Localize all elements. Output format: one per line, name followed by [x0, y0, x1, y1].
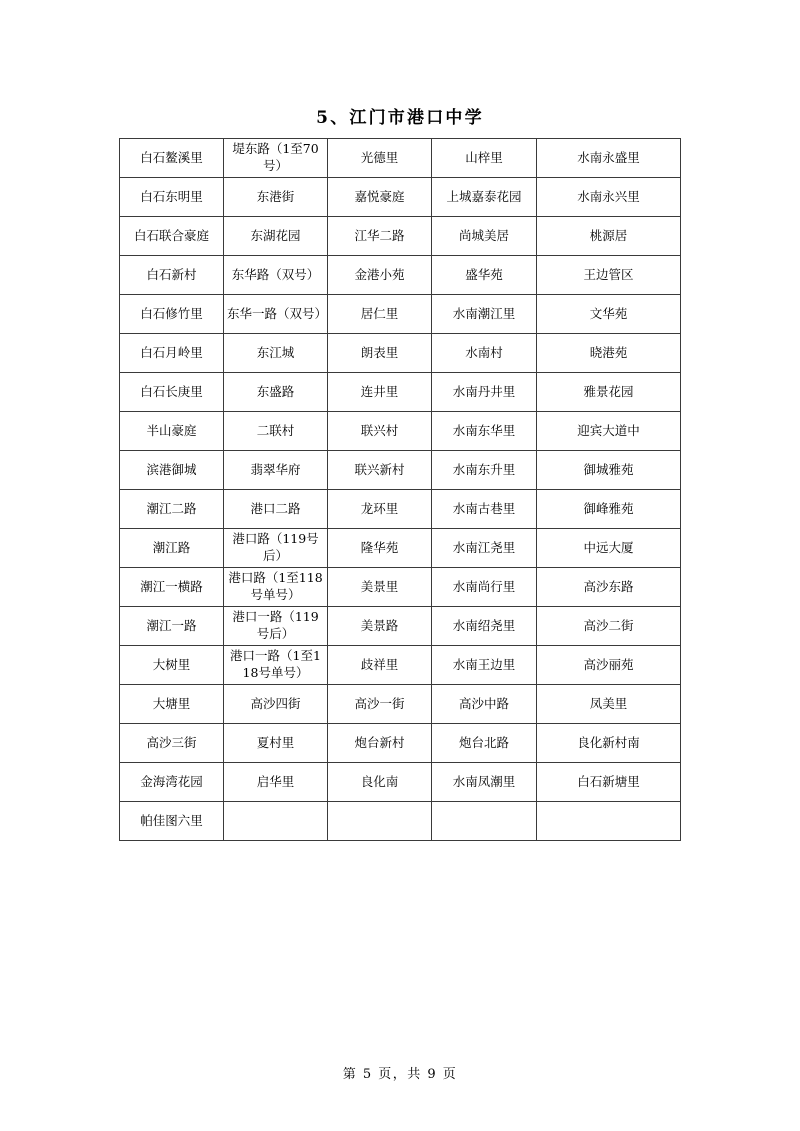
table-row [120, 451, 681, 490]
table-row [120, 139, 681, 178]
table-cell: 盛华苑 [432, 256, 537, 295]
table-cell: 隆华苑 [328, 529, 432, 568]
table-row [120, 529, 681, 568]
page-footer: 第 5 页，共 9 页 [342, 1067, 458, 1082]
table-cell: 桃源居 [537, 217, 681, 256]
table-cell: 启华里 [224, 763, 328, 802]
table-cell: 夏村里 [224, 724, 328, 763]
address-table [119, 138, 681, 841]
table-cell: 龙环里 [328, 490, 432, 529]
table-cell: 翡翠华府 [224, 451, 328, 490]
table-cell: 江华二路 [328, 217, 432, 256]
table-cell: 良化新村南 [537, 724, 681, 763]
table-cell: 水南永兴里 [537, 178, 681, 217]
table-cell: 高沙一街 [328, 685, 432, 724]
table-cell: 半山豪庭 [120, 412, 224, 451]
table-cell: 白石修竹里 [120, 295, 224, 334]
table-cell: 水南丹井里 [432, 373, 537, 412]
table-cell-empty [432, 802, 537, 841]
table-cell: 东江城 [224, 334, 328, 373]
table-cell: 东华路（双号） [224, 256, 328, 295]
table-cell: 潮江一横路 [120, 568, 224, 607]
table-cell: 白石联合豪庭 [120, 217, 224, 256]
table-cell: 雅景花园 [537, 373, 681, 412]
table-row [120, 373, 681, 412]
table-cell: 水南凤潮里 [432, 763, 537, 802]
table-row [120, 802, 681, 841]
table-cell: 水南永盛里 [537, 139, 681, 178]
table-cell: 港口一路（119号后） [224, 607, 328, 646]
table-row [120, 178, 681, 217]
table-cell: 水南绍尧里 [432, 607, 537, 646]
table-cell: 金港小苑 [328, 256, 432, 295]
table-row [120, 568, 681, 607]
table-cell: 白石月岭里 [120, 334, 224, 373]
table-row [120, 412, 681, 451]
table-cell: 滨港御城 [120, 451, 224, 490]
table-cell-empty [328, 802, 432, 841]
table-row [120, 490, 681, 529]
table-row [120, 607, 681, 646]
table-cell: 御城雅苑 [537, 451, 681, 490]
table-cell: 金海湾花园 [120, 763, 224, 802]
table-cell: 连井里 [328, 373, 432, 412]
table-cell: 港口一路（1至118号单号） [224, 646, 328, 685]
table-cell: 御峰雅苑 [537, 490, 681, 529]
table-cell: 美景路 [328, 607, 432, 646]
table-cell: 白石新村 [120, 256, 224, 295]
table-cell: 炮台北路 [432, 724, 537, 763]
table-cell: 水南潮江里 [432, 295, 537, 334]
table-cell: 港口路（119号后） [224, 529, 328, 568]
table-row [120, 334, 681, 373]
table-cell: 帕佳图六里 [120, 802, 224, 841]
address-table-container [119, 138, 680, 841]
table-cell: 水南江尧里 [432, 529, 537, 568]
table-row [120, 724, 681, 763]
table-cell: 白石长庚里 [120, 373, 224, 412]
table-cell: 水南村 [432, 334, 537, 373]
table-cell: 歧祥里 [328, 646, 432, 685]
table-cell: 王边管区 [537, 256, 681, 295]
table-cell: 东港街 [224, 178, 328, 217]
table-row [120, 763, 681, 802]
table-cell: 晓港苑 [537, 334, 681, 373]
table-cell: 居仁里 [328, 295, 432, 334]
table-cell: 堤东路（1至70号） [224, 139, 328, 178]
table-cell: 文华苑 [537, 295, 681, 334]
table-cell: 港口二路 [224, 490, 328, 529]
table-cell: 水南尚行里 [432, 568, 537, 607]
table-cell: 白石新塘里 [537, 763, 681, 802]
table-cell: 高沙丽苑 [537, 646, 681, 685]
table-cell: 水南东升里 [432, 451, 537, 490]
table-cell: 尚城美居 [432, 217, 537, 256]
page-title: 5、江门市港口中学 [316, 108, 484, 128]
table-cell: 嘉悦豪庭 [328, 178, 432, 217]
table-cell: 水南东华里 [432, 412, 537, 451]
table-cell: 良化南 [328, 763, 432, 802]
table-cell-empty [537, 802, 681, 841]
table-cell: 水南王边里 [432, 646, 537, 685]
table-cell: 高沙四街 [224, 685, 328, 724]
table-cell: 东华一路（双号） [224, 295, 328, 334]
table-cell: 白石东明里 [120, 178, 224, 217]
table-cell: 美景里 [328, 568, 432, 607]
table-row [120, 295, 681, 334]
table-cell: 大塘里 [120, 685, 224, 724]
table-cell: 二联村 [224, 412, 328, 451]
table-cell: 中远大厦 [537, 529, 681, 568]
table-cell: 大树里 [120, 646, 224, 685]
table-row [120, 685, 681, 724]
table-cell: 高沙东路 [537, 568, 681, 607]
table-row [120, 217, 681, 256]
table-cell: 高沙中路 [432, 685, 537, 724]
table-cell: 高沙三街 [120, 724, 224, 763]
table-cell: 潮江一路 [120, 607, 224, 646]
table-cell: 凤美里 [537, 685, 681, 724]
table-cell: 高沙二街 [537, 607, 681, 646]
table-cell: 光德里 [328, 139, 432, 178]
table-cell-empty [224, 802, 328, 841]
table-cell: 水南古巷里 [432, 490, 537, 529]
table-cell: 联兴新村 [328, 451, 432, 490]
table-cell: 上城嘉泰花园 [432, 178, 537, 217]
table-cell: 东湖花园 [224, 217, 328, 256]
table-cell: 潮江路 [120, 529, 224, 568]
table-row [120, 256, 681, 295]
table-cell: 炮台新村 [328, 724, 432, 763]
table-cell: 朗表里 [328, 334, 432, 373]
table-row [120, 646, 681, 685]
table-cell: 联兴村 [328, 412, 432, 451]
table-cell: 港口路（1至118号单号） [224, 568, 328, 607]
table-cell: 白石鳌溪里 [120, 139, 224, 178]
table-cell: 潮江二路 [120, 490, 224, 529]
table-cell: 迎宾大道中 [537, 412, 681, 451]
address-table-body [120, 139, 681, 841]
table-cell: 山梓里 [432, 139, 537, 178]
table-cell: 东盛路 [224, 373, 328, 412]
